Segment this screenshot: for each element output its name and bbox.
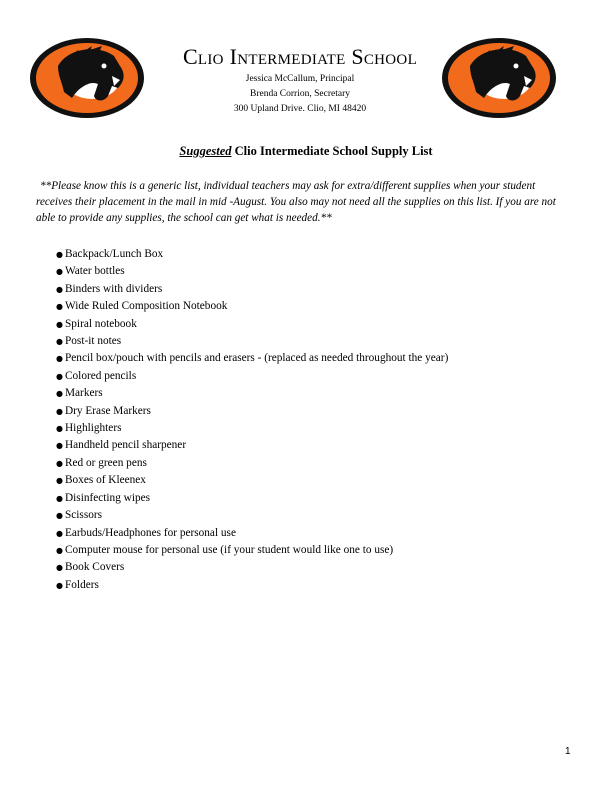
- bullet-icon: ●: [56, 337, 63, 347]
- school-name: Clio Intermediate School: [182, 44, 418, 69]
- secretary-line: Brenda Corrion, Secretary: [250, 89, 350, 99]
- bullet-icon: ●: [56, 476, 63, 486]
- title-main: Clio Intermediate School Supply List: [231, 144, 433, 158]
- bullet-icon: ●: [56, 580, 63, 590]
- supply-list: [56, 246, 448, 594]
- list-item: ● Book Covers: [56, 559, 448, 576]
- list-item: ● Boxes of Kleenex: [56, 472, 448, 489]
- bullet-icon: ●: [56, 267, 63, 277]
- list-item: ● Red or green pens: [56, 455, 448, 472]
- list-item: ● Earbuds/Headphones for personal use: [56, 525, 448, 542]
- list-item: ● Markers: [56, 385, 448, 402]
- bullet-icon: ●: [56, 511, 63, 521]
- bullet-icon: ●: [56, 406, 63, 416]
- bullet-icon: ●: [56, 354, 63, 364]
- mustang-logo-right: [440, 36, 558, 120]
- bullet-icon: ●: [56, 458, 63, 468]
- list-item: ● Colored pencils: [56, 368, 448, 385]
- list-item: ● Handheld pencil sharpener: [56, 437, 448, 454]
- list-item: ● Pencil box/pouch with pencils and erasers - (replaced as needed throughout the year): [56, 350, 448, 367]
- list-item: ● Spiral notebook: [56, 316, 448, 333]
- bullet-icon: ●: [56, 528, 63, 538]
- bullet-icon: ●: [56, 371, 63, 381]
- page-number: 1: [565, 746, 571, 757]
- bullet-icon: ●: [56, 284, 63, 294]
- list-item: ● Folders: [56, 577, 448, 594]
- list-item: ● Scissors: [56, 507, 448, 524]
- list-item: ● Highlighters: [56, 420, 448, 437]
- bullet-icon: ●: [56, 424, 63, 434]
- mustang-logo-left: [28, 36, 146, 120]
- notice-paragraph: **Please know this is a generic list, individual teachers may ask for extra/different supplies when your student receives their placement in the mail in mid -August. You also may not need all the supplies on this list. If you are not able to provide any supplies, the school can get what is needed.**: [36, 180, 556, 224]
- document-title: [0, 144, 612, 159]
- list-item: ● Computer mouse for personal use (if your student would like one to use): [56, 542, 448, 559]
- bullet-icon: ●: [56, 441, 63, 451]
- bullet-icon: ●: [56, 389, 63, 399]
- principal-line: Jessica McCallum, Principal: [245, 74, 355, 84]
- bullet-icon: ●: [56, 493, 63, 503]
- list-item: ● Wide Ruled Composition Notebook: [56, 298, 448, 315]
- title-suggested: Suggested: [179, 144, 232, 158]
- list-item: ● Disinfecting wipes: [56, 490, 448, 507]
- bullet-icon: ●: [56, 319, 63, 329]
- bullet-icon: ●: [56, 250, 63, 259]
- bullet-icon: ●: [56, 545, 63, 555]
- bullet-icon: ●: [56, 563, 63, 573]
- list-item: ● Water bottles: [56, 263, 448, 280]
- bullet-icon: ●: [56, 302, 63, 312]
- address-line: 300 Upland Drive. Clio, MI 48420: [233, 104, 367, 114]
- list-item: ● Dry Erase Markers: [56, 403, 448, 420]
- letterhead: [150, 44, 450, 117]
- list-item: ● Binders with dividers: [56, 281, 448, 298]
- list-item: ● Backpack/Lunch Box: [56, 246, 448, 263]
- list-item: ● Post-it notes: [56, 333, 448, 350]
